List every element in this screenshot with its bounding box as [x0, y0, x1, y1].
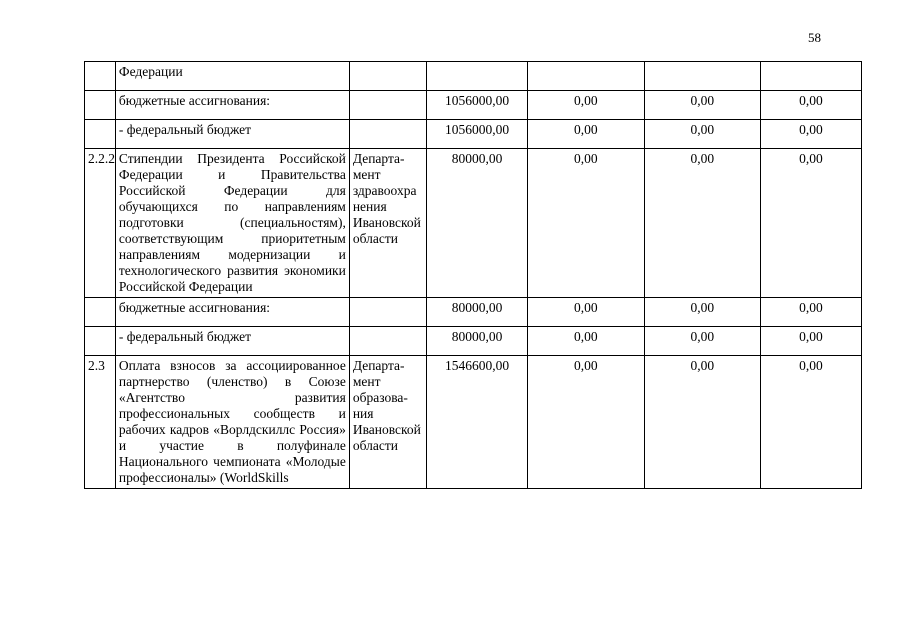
value-cell: 0,00 [528, 356, 644, 489]
value-cell: 0,00 [760, 327, 861, 356]
table-row [85, 91, 862, 120]
item-name: Стипендии Президента Российской Федерации и Правительства Российской Федерации для обучающихся по направлениям подготовки (специальностям), соответствующим приоритетным направлениям модернизации и технологического развития экономики Российской Федерации [115, 149, 349, 298]
value-cell: 0,00 [644, 149, 760, 298]
value-cell: 0,00 [644, 91, 760, 120]
value-cell: 80000,00 [427, 149, 528, 298]
item-name: Федерации [115, 62, 349, 91]
value-cell: 0,00 [644, 327, 760, 356]
value-cell: 0,00 [644, 120, 760, 149]
item-name: - федеральный бюджет [115, 120, 349, 149]
value-cell: 0,00 [644, 356, 760, 489]
item-name: - федеральный бюджет [115, 327, 349, 356]
table-row [85, 62, 862, 91]
value-cell: 80000,00 [427, 298, 528, 327]
row-number: 2.3 [85, 356, 116, 489]
table-row [85, 356, 862, 489]
value-cell: 0,00 [528, 149, 644, 298]
executor: Департа-мент здравоохра нения Ивановской области [349, 149, 426, 298]
row-number [85, 62, 116, 91]
value-cell: 0,00 [528, 298, 644, 327]
value-cell: 0,00 [528, 327, 644, 356]
value-cell [528, 62, 644, 91]
value-cell: 0,00 [760, 298, 861, 327]
value-cell: 1056000,00 [427, 91, 528, 120]
value-cell: 0,00 [760, 91, 861, 120]
value-cell: 80000,00 [427, 327, 528, 356]
item-name: бюджетные ассигнования: [115, 298, 349, 327]
value-cell: 0,00 [528, 91, 644, 120]
value-cell [644, 62, 760, 91]
table-row [85, 298, 862, 327]
item-name: бюджетные ассигнования: [115, 91, 349, 120]
value-cell: 0,00 [760, 356, 861, 489]
page-number: 58 [808, 30, 821, 45]
value-cell: 0,00 [528, 120, 644, 149]
value-cell: 0,00 [760, 149, 861, 298]
table-row [85, 149, 862, 298]
value-cell [427, 62, 528, 91]
value-cell: 0,00 [760, 120, 861, 149]
item-name: Оплата взносов за ассоциированное партнерство (членство) в Союзе «Агентство развития профессиональных сообществ и рабочих кадров «Ворлдскиллс Россия» и участие в полуфинале Национального чемпионата «Молодые профессионалы» (WorldSkills [115, 356, 349, 489]
table-row [85, 327, 862, 356]
row-number [85, 298, 116, 327]
table-row [85, 120, 862, 149]
executor [349, 327, 426, 356]
executor [349, 62, 426, 91]
value-cell: 1056000,00 [427, 120, 528, 149]
row-number: 2.2.2 [85, 149, 116, 298]
value-cell: 0,00 [644, 298, 760, 327]
row-number [85, 91, 116, 120]
budget-table [84, 61, 862, 489]
row-number [85, 327, 116, 356]
executor [349, 298, 426, 327]
row-number [85, 120, 116, 149]
value-cell: 1546600,00 [427, 356, 528, 489]
executor [349, 91, 426, 120]
value-cell [760, 62, 861, 91]
executor [349, 120, 426, 149]
executor: Департа-мент образова-ния Ивановской области [349, 356, 426, 489]
